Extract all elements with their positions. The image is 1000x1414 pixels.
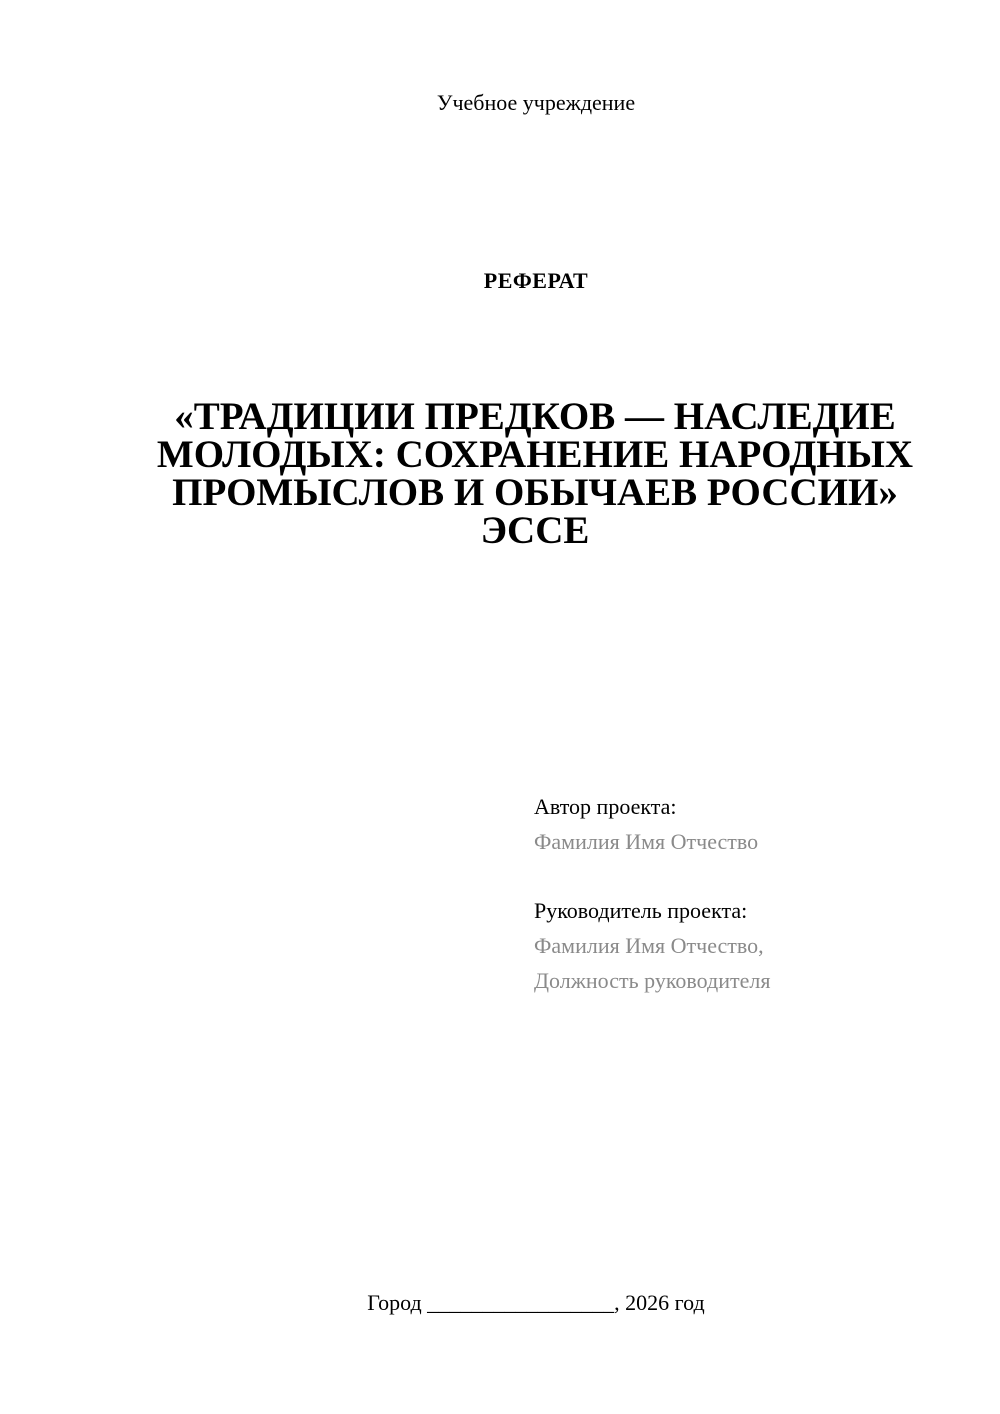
supervisor-position: Должность руководителя — [534, 968, 771, 993]
title-line-2: МОЛОДЫХ: СОХРАНЕНИЕ НАРОДНЫХ — [156, 433, 914, 476]
supervisor-name: Фамилия Имя Отчество, — [534, 933, 764, 958]
title-line-1: «ТРАДИЦИИ ПРЕДКОВ — НАСЛЕДИЕ — [174, 395, 896, 438]
document-genre: ЭССЕ — [480, 509, 590, 552]
credits-spacer — [534, 859, 770, 893]
title-line-3: ПРОМЫСЛОВ И ОБЫЧАЕВ РОССИИ» — [172, 471, 898, 514]
document-type: РЕФЕРАТ — [483, 268, 589, 293]
document-title — [140, 395, 930, 552]
city-year-line: Город _________________, 2026 год — [367, 1290, 705, 1315]
author-name: Фамилия Имя Отчество — [534, 829, 759, 854]
institution-name: Учебное учреждение — [436, 90, 636, 115]
author-label: Автор проекта: — [534, 794, 677, 819]
supervisor-label: Руководитель проекта: — [534, 898, 748, 923]
credits-block — [534, 789, 770, 998]
